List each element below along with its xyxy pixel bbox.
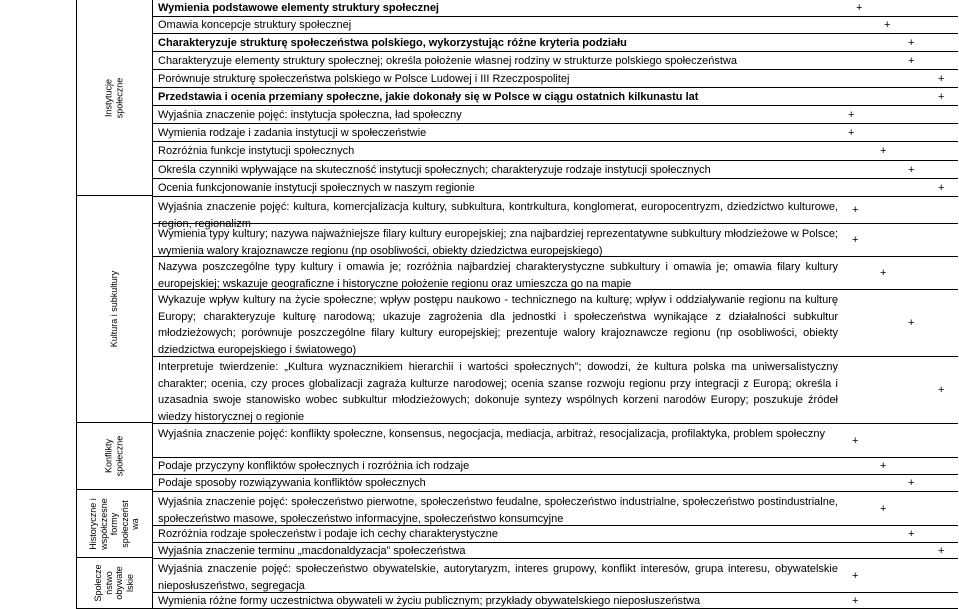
row-mark: + [938,384,945,396]
table-row [152,492,958,526]
row-mark: + [908,54,915,67]
section-label-line: współczesne [98,497,109,550]
section-label-line: obywate [114,566,124,600]
row-text: Rozróżnia rodzaje społeczeństw i podaje ich cechy charakterystyczne [158,528,498,540]
row-mark: + [938,181,945,194]
row-mark: + [884,19,891,31]
row-text: Wyjaśnia znaczenie pojęć: konflikty społeczne, konsensus, negocjacja, mediacja, arbitraż, resocjalizacja, profilaktyka, problem społeczny [158,428,825,440]
row-mark: + [908,163,915,176]
row-text: Rozróżnia funkcje instytucji społecznych [158,145,355,157]
row-mark: + [852,434,859,447]
row-text: Nazywa poszczególne typy kultury i omawia je; rozróżnia najbardziej charakterystyczne subkultury i omawia je; omawia filary kultury europejskiej; wskazuje geograficzne i historyczne położenie regionu oraz umieszcza go na mapie [158,261,838,290]
section-label-line: Kultura i subkultury [108,270,119,348]
table-row [152,257,958,290]
table-row [152,88,958,106]
table-row [152,179,958,197]
row-mark: + [848,126,855,139]
section-label-line: Konflikty [103,439,114,474]
row-text: Charakteryzuje strukturę społeczeństwa polskiego, wykorzystując różne kryteria podziału [158,36,627,49]
row-mark: + [852,594,859,607]
row-text: Przedstawia i ocenia przemiany społeczne, jakie dokonały się w Polsce w ciągu ostatnich kilkunastu lat [158,90,699,103]
table-row [152,70,958,88]
table-row [152,106,958,124]
table-row [152,161,958,179]
row-text: Wymienia rodzaje i zadania instytucji w społeczeństwie [158,126,427,139]
row-text: Charakteryzuje elementy struktury społecznej; określa położenie własnej rodziny w strukturze polskiego społeczeństwa [158,54,737,67]
row-text: Podaje sposoby rozwiązywania konfliktów społecznych [158,477,426,489]
row-mark: + [856,2,863,14]
table-row [152,34,958,52]
row-text: Wymienia różne formy uczestnictwa obywateli w życiu publicznym; przykłady obywatelskiego nieposłuszeństwa [158,594,701,607]
row-text: Wykazuje wpływ kultury na życie społeczne; wpływ postępu naukowo - technicznego na kulturę; wpływ i oddziaływanie regionu na kulturę Europy; charakteryzuje kulturę narodową; ukazuje zagrożenia dla jednostki i społeczeństwa wynikające z działalności subkultur młodzieżowych; porównuje poszczególne filary kultury europejskiej; prezentuje walory krajoznawcze regionu (np osobliwości, obiekty dziedzictwa europejskiego i światowego) [158,294,838,356]
row-text: Porównuje strukturę społeczeństwa polskiego w Polsce Ludowej i III Rzeczpospolitej [158,72,570,85]
row-text: Ocenia funkcjonowanie instytucji społecznych w naszym regionie [158,181,475,194]
section-label [76,423,152,490]
section-label [76,0,152,196]
row-text: Wyjaśnia znaczenie pojęć: społeczeństwo obywatelskie, autorytaryzm, interes grupowy, konflikt interesów, grupa interesu, obywatelskie nieposłuszeństwo, segregacja [158,563,838,592]
section-label-line: lskie [124,574,135,593]
row-mark: + [938,72,945,85]
section-label-line: społeczeńst [119,499,130,548]
table-row [152,224,958,257]
row-mark: + [852,204,859,216]
table-row [152,475,958,492]
table-row [152,543,958,559]
row-text: Wymienia typy kultury; nazywa najważniejsze filary kultury europejskiej; zna najbardziej reprezentatywne subkultury młodzieżowe w Polsce; wymienia walory krajoznawcze regionu (np osobliwości, obiekty dziedzictwa europejskiego) [158,228,838,257]
table-row [152,559,958,593]
row-mark: + [908,477,915,489]
row-text: Określa czynniki wpływające na skuteczność instytucji społecznych; charakteryzuje rodzaje instytucji społecznych [158,163,711,176]
section-label-line: społeczne [114,77,124,118]
row-text: Interpretuje twierdzenie: „Kultura wyznacznikiem hierarchii i wartości społecznych”; dowodzi, że kultura polska ma uniwersalistyczny charakter; ocenia, czy proces globalizacji zagraża kulturze narodowej; ocenia szanse rozwoju regionu przy integracji z Europą; określa i uzasadnia swoje stanowisko wobec subkultur młodzieżowych; dokonuje syntezy wspólnych korzeni narodów Europy; poszukuje źródeł wiedzy historycznej o regionie [158,361,838,423]
row-text: Wyjaśnia znaczenie pojęć: kultura, komercjalizacja kultury, subkultura, kontrkultura, konglomerat, europocentryzm, dziedzictwo kulturowe, region, regionalizm [158,201,838,230]
table-row [152,197,958,230]
section-label-line: społeczne [114,435,124,477]
row-mark: + [938,544,945,557]
row-text: Podaje przyczyny konfliktów społecznych i rozróżnia ich rodzaje [158,460,470,472]
row-mark: + [908,528,915,540]
row-mark: + [880,145,887,157]
table-row [152,357,958,424]
column-divider [76,0,77,609]
section-label [76,558,152,609]
section-label-line: Instytucje [103,78,114,117]
table-row [152,458,958,475]
table-row [152,142,958,161]
section-label [76,196,152,423]
table-row [152,17,958,34]
table-row [152,0,958,17]
row-text: Wyjaśnia znaczenie terminu „macdonaldyzacja” społeczeństwa [158,544,466,557]
row-mark: + [852,569,859,582]
row-mark: + [908,317,915,329]
row-text: Wyjaśnia znaczenie pojęć: instytucja społeczna, ład społeczny [158,108,462,121]
section-label-line: formy [108,512,119,535]
row-text: Omawia koncepcje struktury społecznej [158,19,352,31]
table-row [152,424,958,458]
table-row [152,52,958,70]
section-label-line: ństwo [103,571,114,595]
row-mark: + [852,234,859,246]
row-text: Wyjaśnia znaczenie pojęć: społeczeństwo pierwotne, społeczeństwo feudalne, społeczeństwo industrialne, społeczeństwo postindustrialne, społeczeństwo masowe, społeczeństwo informacyjne, społeczeństwo konsumcyjne [158,496,838,525]
table-row [152,593,958,609]
section-label-line: Historyczne i [87,497,98,550]
row-mark: + [880,460,887,472]
section-label-line: Społecze [93,564,103,602]
table-row [152,290,958,357]
row-mark: + [880,502,887,515]
row-mark: + [938,90,945,103]
table-row [152,124,958,142]
row-text: Wymienia podstawowe elementy struktury społecznej [158,2,439,14]
section-label-line: wa [129,517,140,530]
row-mark: + [848,108,855,121]
row-mark: + [908,36,915,49]
section-label [76,490,152,558]
row-mark: + [880,267,887,279]
table-row [152,526,958,543]
